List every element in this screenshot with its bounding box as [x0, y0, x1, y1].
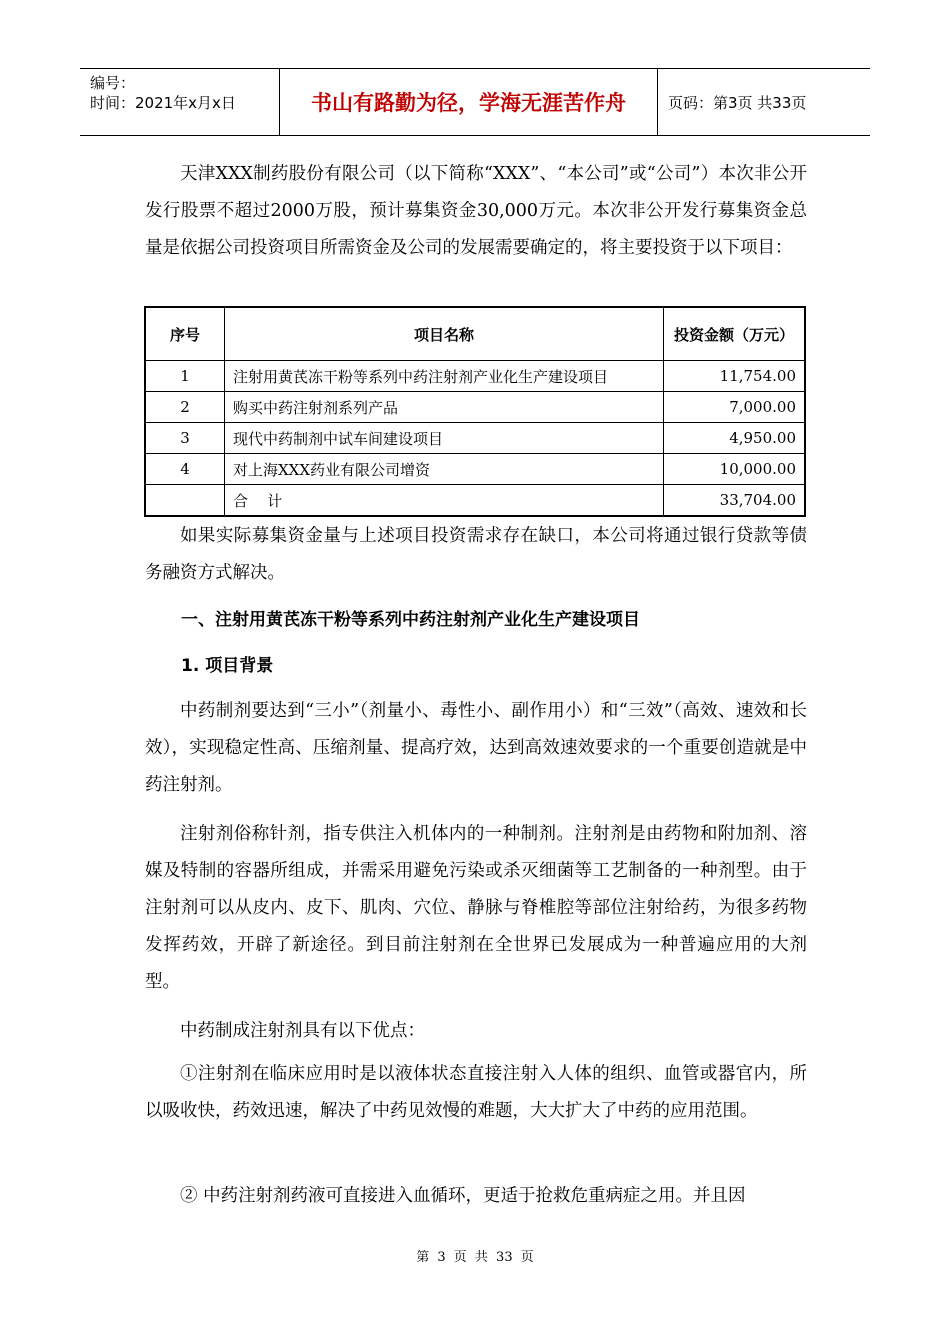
- funding-gap-paragraph: 如果实际募集资金量与上述项目投资需求存在缺口，本公司将通过银行贷款等债务融资方式解决。: [145, 526, 807, 583]
- advantage-item-1: ①注射剂在临床应用时是以液体状态直接注射入人体的组织、血管或器官内，所以吸收快，药效迅速，解决了中药见效慢的难题，大大扩大了中药的应用范围。: [145, 1064, 807, 1121]
- table-row: [145, 423, 805, 454]
- table-row: [145, 361, 805, 392]
- row-name: 对上海XXX药业有限公司增资: [225, 454, 664, 485]
- intro-paragraph: 天津XXX制药股份有限公司（以下简称“XXX”、“本公司”或“公司”）本次非公开发行股票不超过2000万股，预计募集资金30,000万元。本次非公开发行募集资金总量是依据公司投资项目所需资金及公司的发展需要确定的，将主要投资于以下项目：: [145, 164, 807, 258]
- row-name: 注射用黄芪冻干粉等系列中药注射剂产业化生产建设项目: [225, 361, 664, 392]
- row-amount: 4,950.00: [664, 423, 806, 454]
- total-no: [145, 485, 225, 517]
- row-name: 现代中药制剂中试车间建设项目: [225, 423, 664, 454]
- row-no: 1: [145, 361, 225, 392]
- row-no: 2: [145, 392, 225, 423]
- col-header-name: 项目名称: [225, 307, 664, 361]
- table-total-row: [145, 485, 805, 517]
- col-header-no: 序号: [145, 307, 225, 361]
- row-amount: 7,000.00: [664, 392, 806, 423]
- row-name: 购买中药注射剂系列产品: [225, 392, 664, 423]
- advantages-intro: 中药制成注射剂具有以下优点：: [180, 1021, 425, 1041]
- page-header: [80, 68, 870, 136]
- header-meta: [80, 69, 280, 135]
- table-row: [145, 454, 805, 485]
- col-header-amount: 投资金额（万元）: [664, 307, 806, 361]
- page-footer: 第 3 页 共 33 页: [416, 1250, 534, 1265]
- document-date: 时间：2021年x月x日: [90, 94, 236, 112]
- background-paragraph-1: 中药制剂要达到“三小”（剂量小、毒性小、副作用小）和“三效”（高效、速效和长效），实现稳定性高、压缩剂量、提高疗效，达到高效速效要求的一个重要创造就是中药注射剂。: [145, 701, 807, 795]
- row-no: 3: [145, 423, 225, 454]
- row-amount: 10,000.00: [664, 454, 806, 485]
- row-no: 4: [145, 454, 225, 485]
- total-amount: 33,704.00: [664, 485, 806, 517]
- header-page-info: 页码：第3页 共33页: [668, 93, 807, 112]
- background-paragraph-2: 注射剂俗称针剂，指专供注入机体内的一种制剂。注射剂是由药物和附加剂、溶媒及特制的容器所组成，并需采用避免污染或杀灭细菌等工艺制备的一种剂型。由于注射剂可以从皮内、皮下、肌肉、穴位、静脉与脊椎腔等部位注射给药，为很多药物发挥药效，开辟了新途径。到目前注射剂在全世界已发展成为一种普遍应用的大剂型。: [145, 824, 807, 992]
- advantage-item-2: ② 中药注射剂药液可直接进入血循环，更适于抢救危重病症之用。并且因: [180, 1186, 746, 1206]
- row-amount: 11,754.00: [664, 361, 806, 392]
- document-number-label: 编号：: [90, 74, 136, 92]
- table-header-row: [145, 307, 805, 361]
- investment-table: [144, 306, 806, 517]
- header-motto: 书山有路勤为径，学海无涯苦作舟: [280, 69, 658, 135]
- total-label: 合 计: [225, 485, 664, 517]
- subsection-title: 1. 项目背景: [181, 656, 274, 676]
- table-row: [145, 392, 805, 423]
- section-title: 一、注射用黄芪冻干粉等系列中药注射剂产业化生产建设项目: [181, 610, 640, 630]
